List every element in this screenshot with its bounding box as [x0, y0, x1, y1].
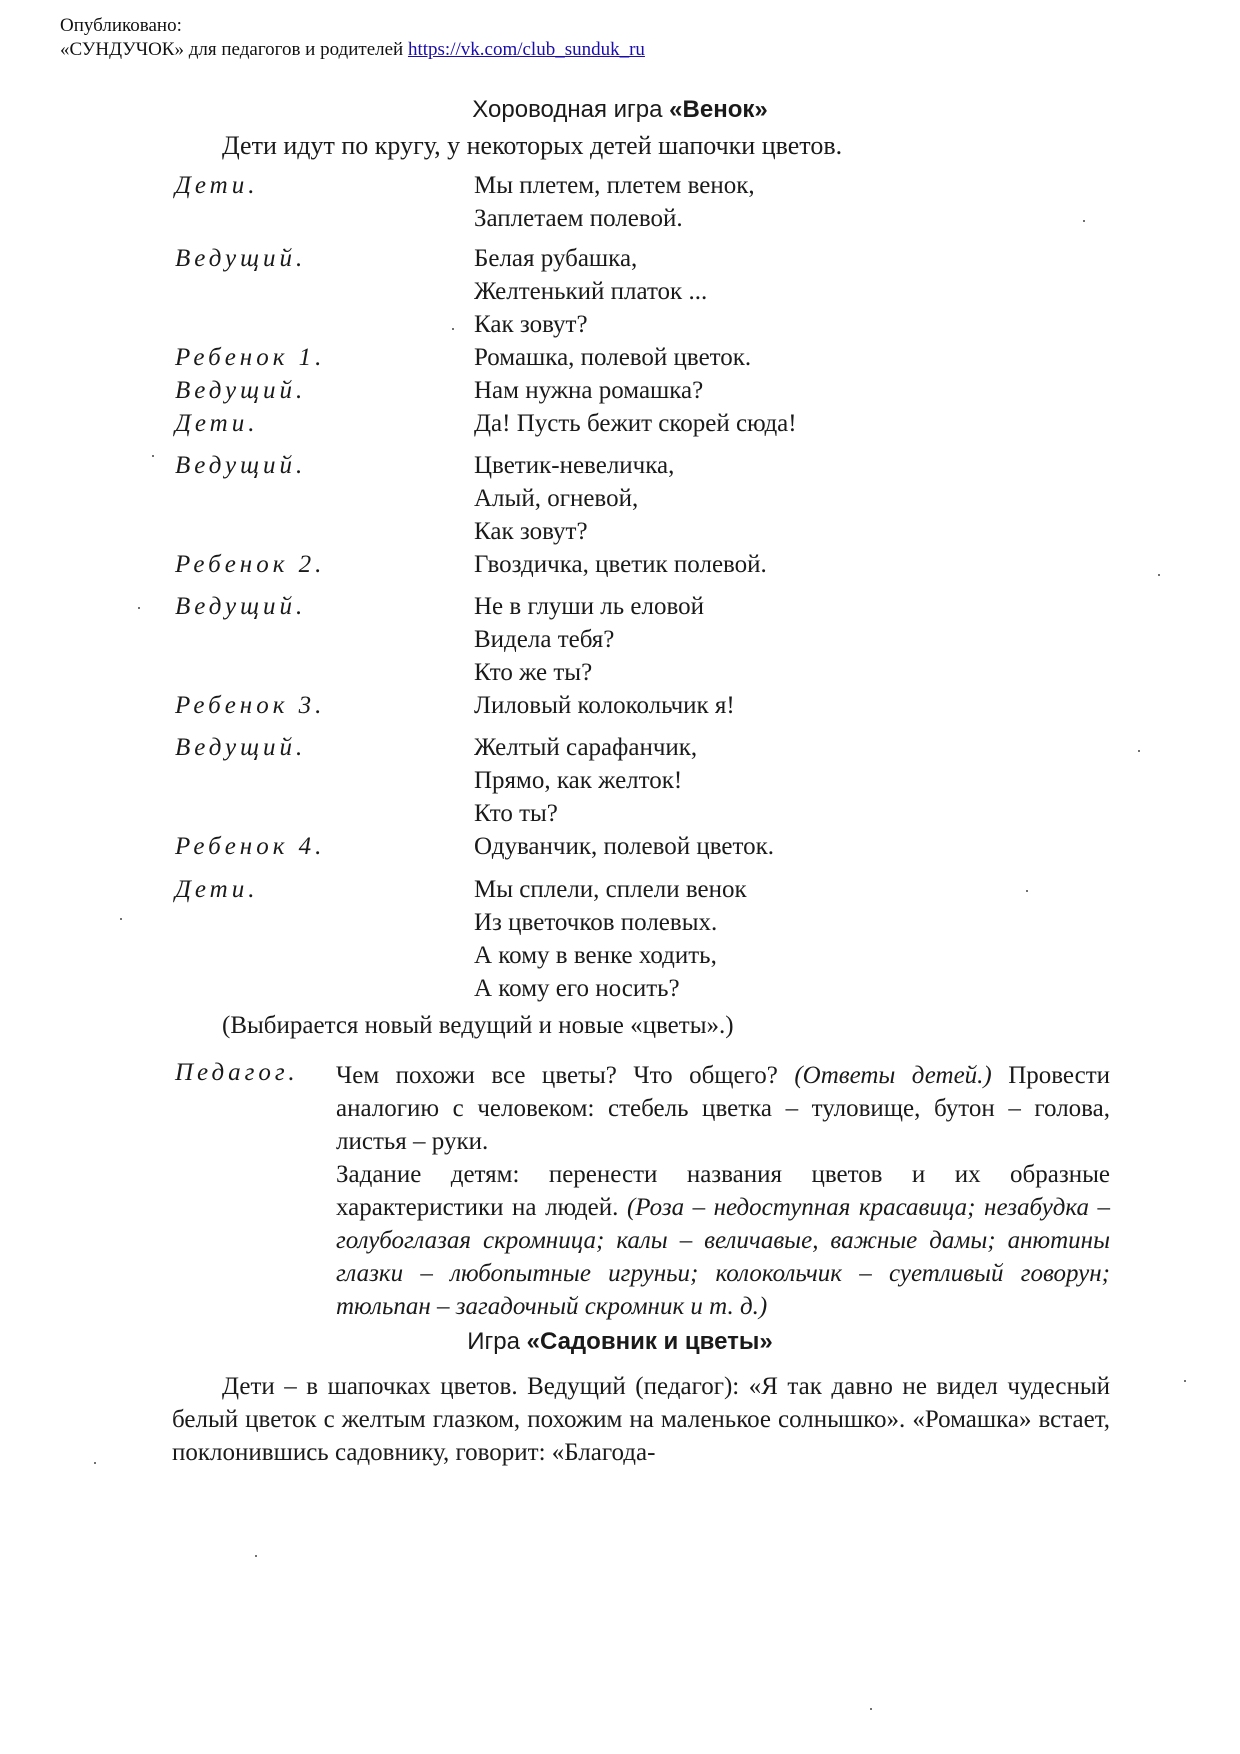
dialogue-line: Мы плетем, плетем венок, [474, 172, 755, 199]
pedagog-question-answers: (Ответы детей.) [794, 1062, 992, 1089]
scan-speck [870, 1708, 872, 1710]
scan-speck [452, 328, 454, 330]
dialogue-line: Гвоздичка, цветик полевой. [474, 551, 767, 578]
game1-title [0, 96, 1240, 124]
dialogue-line: Из цветочков полевых. [474, 909, 718, 936]
role-label: Дети. [175, 876, 259, 903]
dialogue-line: Желтенький платок ... [474, 278, 708, 305]
pedagog-question-text: Чем похожи все цветы? Что общего? [336, 1062, 778, 1089]
dialogue-line: Как зовут? [474, 518, 588, 545]
role-label: Ведущий. [175, 734, 307, 761]
dialogue-line: Мы сплели, сплели венок [474, 876, 747, 903]
pedagog-question-rest: Провести аналогию с человеком: стебель цветка – туловище, бутон – голова, листья – руки. [336, 1062, 1111, 1155]
dialogue-line: Желтый сарафанчик, [474, 734, 698, 761]
scan-speck [120, 918, 122, 920]
publisher-text: «СУНДУЧОК» для педагогов и родителей [60, 39, 404, 60]
scan-speck [1158, 574, 1160, 576]
publisher-link[interactable]: https://vk.com/club_sunduk_ru [407, 39, 645, 60]
dialogue-line: Кто же ты? [474, 659, 593, 686]
scan-speck [1026, 890, 1028, 892]
dialogue-line: Нам нужна ромашка? [474, 377, 704, 404]
role-label: Дети. [175, 172, 259, 199]
dialogue-line: Заплетаем полевой. [474, 205, 683, 232]
dialogue-line: Ромашка, полевой цветок. [474, 344, 752, 371]
dialogue-line: Белая рубашка, [474, 245, 638, 272]
game1-intro: Дети идут по кругу, у некоторых детей шапочки цветов. [222, 131, 843, 160]
pedagog-task-text: Задание детям: перенести названия цветов и их образные характеристики на людей. [336, 1161, 1110, 1221]
role-label: Ведущий. [175, 593, 307, 620]
scan-speck [1184, 1380, 1186, 1382]
dialogue-line: Прямо, как желток! [474, 767, 683, 794]
dialogue-line: Цветик-невеличка, [474, 452, 675, 479]
role-label: Ребенок 2. [175, 551, 326, 578]
dialogue-line: Лиловый колокольчик я! [474, 692, 735, 719]
role-label: Ведущий. [175, 452, 307, 479]
pedagog-task-examples: (Роза – недоступная красавица; незабудка – голубоглазая скромница; калы – величавые, важные дамы; анютины глазки – любопытные игруньи; колокольчик – суетливый говорун; тюльпан – загадочный скромник и т. д.) [336, 1194, 1110, 1320]
published-label: Опубликовано: [60, 15, 182, 36]
game2-title-name: «Садовник и цветы» [526, 1328, 773, 1355]
dialogue-line: Не в глуши ль еловой [474, 593, 705, 620]
role-label: Ребенок 3. [175, 692, 326, 719]
scan-speck [1083, 220, 1085, 222]
pedagog-task [336, 1158, 1110, 1323]
game2-title [0, 1328, 1240, 1356]
dialogue-line: А кому в венке ходить, [474, 942, 717, 969]
role-label: Дети. [175, 410, 259, 437]
dialogue-line: Как зовут? [474, 311, 588, 338]
scan-speck [138, 607, 140, 609]
role-label: Ведущий. [175, 377, 307, 404]
game1-closing: (Выбирается новый ведущий и новые «цветы».) [222, 1012, 734, 1039]
dialogue-line: Кто ты? [474, 800, 558, 827]
role-label: Ребенок 4. [175, 833, 326, 860]
game2-title-prefix: Игра [467, 1328, 520, 1355]
dialogue-line: А кому его носить? [474, 975, 680, 1002]
game1-title-prefix: Хороводная игра [472, 96, 663, 123]
role-label: Ребенок 1. [175, 344, 326, 371]
scan-speck [94, 1462, 96, 1464]
scan-speck [152, 455, 154, 457]
dialogue-line: Алый, огневой, [474, 485, 639, 512]
game2-text [172, 1370, 1110, 1469]
publisher-line [60, 38, 645, 62]
dialogue-line: Видела тебя? [474, 626, 615, 653]
game2-text-body: Дети – в шапочках цветов. Ведущий (педагог): «Я так давно не видел чудесный белый цветок с желтым глазком, похожим на маленькое солнышко». «Ромашка» встает, поклонившись садовнику, говорит: «Благода- [172, 1373, 1110, 1466]
dialogue-line: Одуванчик, полевой цветок. [474, 833, 774, 860]
game1-title-name: «Венок» [669, 96, 768, 123]
publication-note [60, 14, 645, 62]
role-label: Ведущий. [175, 245, 307, 272]
pedagog-question [336, 1059, 1110, 1158]
scan-speck [255, 1555, 257, 1557]
pedagog-role: Педагог. [175, 1059, 299, 1086]
dialogue-line: Да! Пусть бежит скорей сюда! [474, 410, 797, 437]
scan-speck [1138, 750, 1140, 752]
